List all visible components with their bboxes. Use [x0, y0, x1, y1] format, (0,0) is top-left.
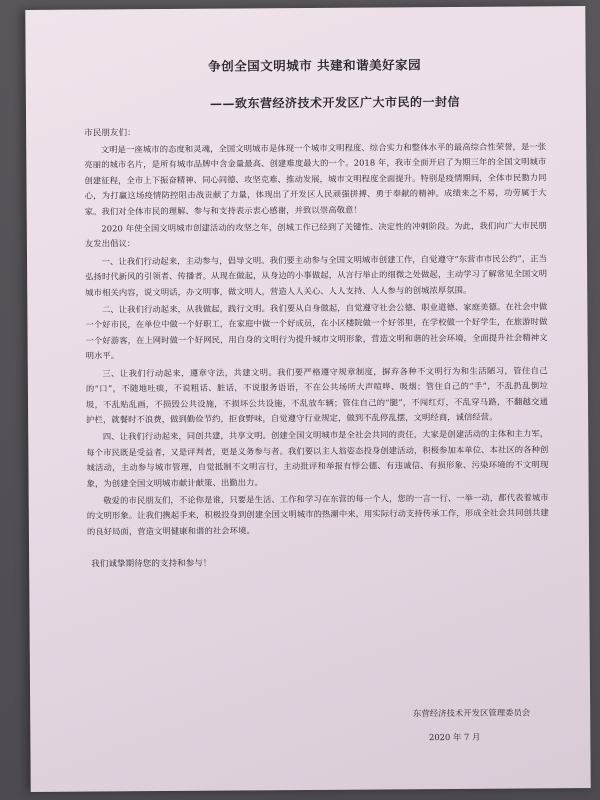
- paragraph-call: 2020 年使全国文明城市创建活动的攻坚之年，创城工作已经到了关键性、决定性的冲刺阶段。为此，我们向广大市民朋友发出倡议：: [84, 220, 547, 249]
- paragraph-intro: 文明是一座城市的态度和灵魂，全国文明城市是体现一个城市文明程度、综合实力和整体水平的最高综合性荣誉，是一张亮丽的城市名片，是所有城市品牌中含金量最高、创建难度最大的一个。2018 年，我市全面开启了为期三年的全国文明城市创建征程，全市上下振奋精神、同心同德、攻坚克难、推动发展，城市文明程度全面提升。特别是疫情期间，全体市民勠力同心，为打赢这场疫情防控阻击战贡献了力量，体现出了开发区人民顽强拼搏、勇于奉献的精神。成绩来之不易，功劳属于大家。我们对全体市民的理解、参与和支持表示衷心感谢，并致以崇高敬意！: [84, 141, 547, 217]
- paragraph-item-2: 二、让我们行动起来，从我做起，践行文明。我们要从自身做起，自觉遵守社会公德、职业道德、家庭美德。在社会中做一个好市民，在单位中做一个好职工，在家庭中做一个好成员，在小区楼院做一个好邻里，在学校做一个好学生，在旅游时做一个好游客，在上网时做一个好网民，用自身的文明行为提升城市文明形象，营造文明和谐的社会环境，全面提升社会精神文明水平。: [85, 301, 548, 361]
- paragraph-item-4: 四、让我们行动起来，同创共建，共享文明。创建全国文明城市是全社会共同的责任，大家是创建活动的主体和主力军，每个市民既是受益者，又是评判者，更是义务参与者。我们要以主人翁姿态投身创建活动，积极参加本单位、本社区的各种创城活动，主动参与城市管理，自觉抵制不文明言行，主动批评和举报有悖公德、有违诚信、有损形象、污染环境的不文明现象，为创建全国文明城市献计献策、出勤出力。: [86, 428, 549, 489]
- letter-title: 争创全国文明城市 共建和谐美好家园: [208, 57, 422, 74]
- signature-date: 2020 年 7 月: [428, 731, 481, 743]
- salutation: 市民朋友们：: [84, 128, 136, 139]
- paragraph-conclusion: 敬爱的市民朋友们，不论你是谁，只要是生活、工作和学习在东营的每一个人，您的一言一行、一举一动，都代表着城市的文明形象。让我们携起手来，积极投身到创建全国文明城市的热潮中来，用实际行动支持传承工作，形成全社会共同创共建的良好局面，营造文明健康和谐的社会环境。: [86, 492, 549, 537]
- signature-organization: 东营经济技术开发区管理委员会: [412, 707, 531, 719]
- letter-paper: [25, 6, 590, 792]
- paragraph-item-1: 一、让我们行动起来，主动参与，倡导文明。我们要主动参与全国文明城市创建工作，自觉遵守“东营市市民公约”，正当弘扬时代新风的引领者、传播者。从现在做起，从身边的小事做起，从言行举止的细微之处做起，主动学习了解常见全国文明城市相关内容，说文明话，办文明事，做文明人，营造人人关心、人人支持、人人参与的创城浓厚氛围。: [85, 253, 548, 298]
- paragraph-item-3: 三、让我们行动起来，遵章守法，共建文明。我们要严格遵守规章制度，摒弃各种不文明行为和生活陋习，管住自己的“口”，不随地吐痰，不说粗话、脏话，不说服务语语，不在公共场所大声喧哗、吸烟；管住自己的“手”，不乱扔乱倒垃圾，不乱贴乱画，不损毁公共设施，不损坏公共设施，不乱放车辆；管住自己的“腿”，不闯红灯，不乱穿马路，不翻越交通护栏，就餐时不浪费，做到勤俭节约，拒食野味，自觉遵守行业规定，做到不乱停乱摆，文明经商，诚信经营。: [85, 365, 549, 425]
- letter-subtitle: ——致东营经济技术开发区广大市民的一封信: [209, 94, 460, 111]
- closing-line: 我们诚挚期待您的支持和参与！: [91, 558, 212, 570]
